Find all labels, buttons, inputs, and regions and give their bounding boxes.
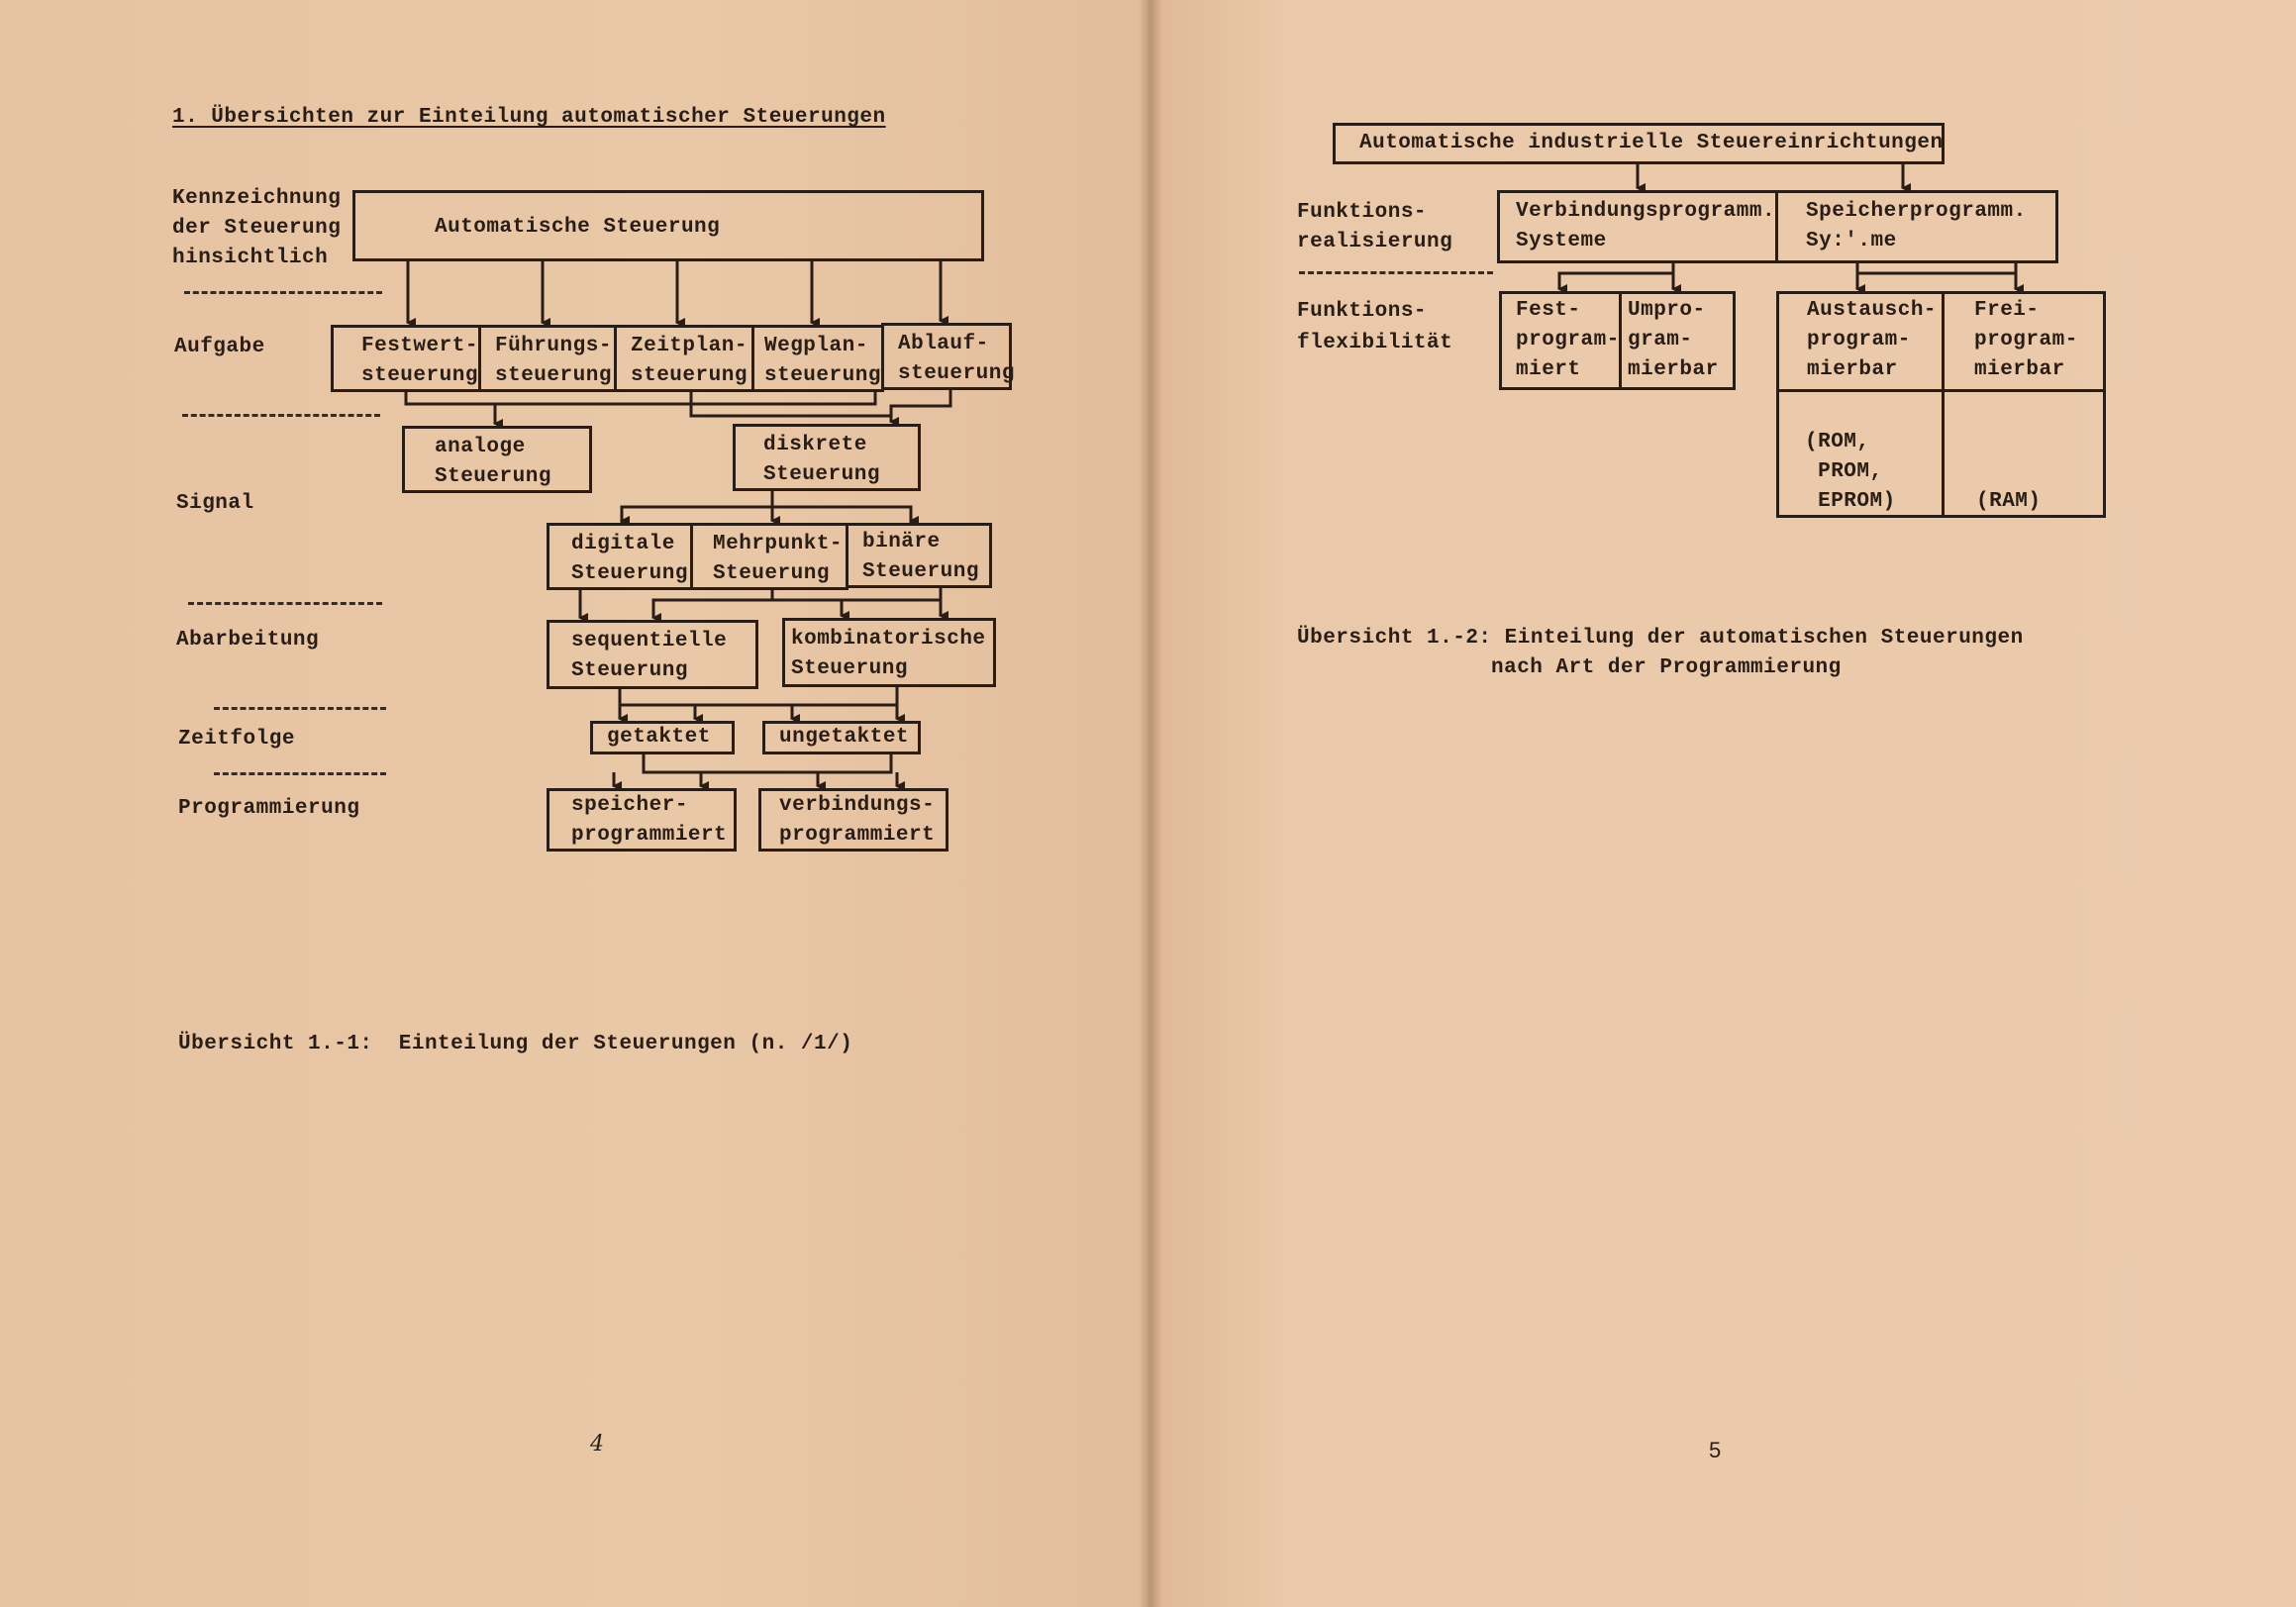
label-kennzeichnung-1: Kennzeichnung — [172, 187, 342, 210]
box-label: Steuerung — [791, 657, 908, 680]
box-label: Steuerung — [435, 465, 551, 488]
box-label: Mehrpunkt- — [713, 533, 844, 555]
box-label: Systeme — [1516, 230, 1607, 252]
box-label: mierbar — [1807, 358, 1898, 381]
box-label: sequentielle — [571, 630, 728, 653]
box-label: programmiert — [571, 824, 728, 847]
box-label: steuerung — [495, 364, 612, 387]
box-label: Sy:'.me — [1806, 230, 1897, 252]
box-label: Steuerung — [571, 562, 688, 585]
box-label: program- — [1974, 329, 2078, 352]
box-label: mierbar — [1974, 358, 2065, 381]
box-label: steuerung — [361, 364, 478, 387]
box-label: gram- — [1628, 329, 1693, 352]
label-funktionsflexibilitaet-1: Funktions- — [1297, 300, 1428, 323]
left-heading: 1. Übersichten zur Einteilung automatischer Steuerungen — [172, 106, 886, 129]
box-label: Umpro- — [1628, 299, 1706, 322]
label-kennzeichnung-3: hinsichtlich — [172, 247, 329, 269]
box-label: speicher- — [571, 794, 688, 817]
box-label: Verbindungsprogramm. — [1516, 200, 1776, 223]
label-programmierung: Programmierung — [178, 797, 360, 820]
box-label: getaktet — [607, 726, 711, 749]
box-label: binäre — [862, 531, 941, 553]
box-label: program- — [1807, 329, 1911, 352]
box-label: diskrete — [763, 434, 867, 456]
label-funktionsrealisierung-2: realisierung — [1297, 231, 1453, 253]
box-label: Frei- — [1974, 299, 2040, 322]
box-label: (RAM) — [1976, 490, 2042, 513]
box-label: Zeitplan- — [631, 335, 748, 357]
label-signal: Signal — [176, 492, 254, 515]
box-label: miert — [1516, 358, 1581, 381]
box-label: Wegplan- — [764, 335, 868, 357]
box-label: mierbar — [1628, 358, 1719, 381]
box-label: steuerung — [898, 362, 1015, 385]
label-zeitfolge: Zeitfolge — [178, 728, 295, 751]
label-kennzeichnung-2: der Steuerung — [172, 217, 342, 240]
box-label: Fest- — [1516, 299, 1581, 322]
label-funktionsflexibilitaet-2: flexibilität — [1297, 332, 1453, 354]
box-label: steuerung — [631, 364, 748, 387]
box-label: Ablauf- — [898, 333, 989, 355]
box-label: Festwert- — [361, 335, 478, 357]
box-label: EPROM) — [1805, 490, 1896, 513]
box-label: Steuerung — [862, 560, 979, 583]
box-label: kombinatorische — [791, 628, 986, 651]
box-label: Steuerung — [763, 463, 880, 486]
left-page-number: 4 — [590, 1432, 605, 1456]
label-funktionsrealisierung-1: Funktions- — [1297, 201, 1428, 224]
box-label: programmiert — [779, 824, 936, 847]
box-label: analoge — [435, 436, 526, 458]
label-abarbeitung: Abarbeitung — [176, 629, 320, 652]
box-label: Austausch- — [1807, 299, 1938, 322]
box-label: PROM, — [1805, 460, 1883, 483]
box-label: Steuerung — [571, 659, 688, 682]
right-caption-line-1: Übersicht 1.-2: Einteilung der automatischen Steuerungen — [1297, 627, 2024, 650]
left-caption: Übersicht 1.-1: Einteilung der Steuerungen (n. /1/) — [178, 1033, 853, 1055]
box-label: (ROM, — [1805, 431, 1870, 453]
box-label: Automatische Steuerung — [435, 216, 721, 239]
right-page-number: 5 — [1709, 1438, 1722, 1462]
box-label: Automatische industrielle Steuereinrichtungen — [1359, 132, 1944, 154]
label-aufgabe: Aufgabe — [174, 336, 265, 358]
box-label: ungetaktet — [779, 726, 910, 749]
box-label: Führungs- — [495, 335, 612, 357]
box-label: steuerung — [764, 364, 881, 387]
box-label: Speicherprogramm. — [1806, 200, 2027, 223]
box-label: verbindungs- — [779, 794, 936, 817]
right-caption-line-2: nach Art der Programmierung — [1491, 656, 1842, 679]
box-label: program- — [1516, 329, 1620, 352]
box-label: digitale — [571, 533, 675, 555]
box-label: Steuerung — [713, 562, 830, 585]
